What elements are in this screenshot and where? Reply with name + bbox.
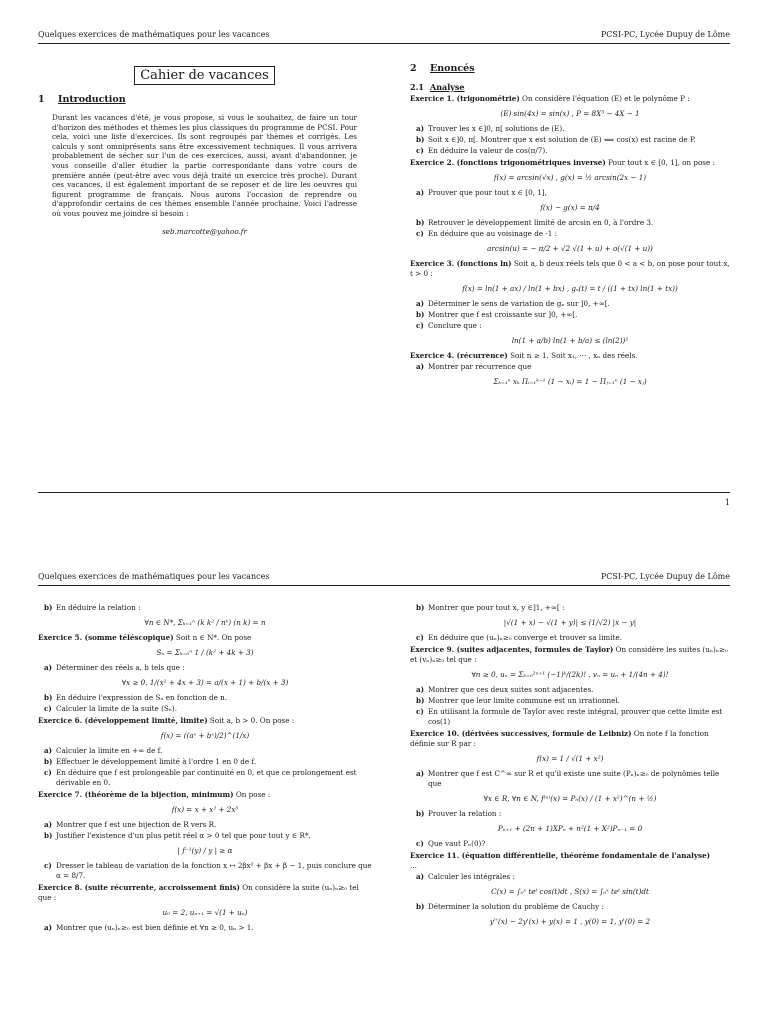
formula: f(x) = arcsin(√x) , g(x) = ½ arcsin(2x − 1) (493, 173, 647, 182)
exercise-9 (410, 645, 730, 727)
exercise-text: On considère la suite (uₙ)ₙ≥₀ tel que : (38, 883, 359, 902)
question-c: c) En déduire que au voisinage de -1 : (416, 229, 558, 238)
exercise-title: Exercice 6. (développement limité, limite) (38, 716, 208, 725)
contact-email: seb.marcotte@yahoo.fr (162, 226, 247, 236)
exercise-text: Soit a, b deux réels tels que 0 < a < b, on pose pour tout x, t > 0 : (410, 259, 730, 278)
question-text: Soit x ∈]0, π[. Montrer que x est solution de (E) ⟺ cos(x) est racine de P. (428, 135, 696, 144)
question-a: a) Déterminer le sens de variation de gₓ sur ]0, +∞[. (416, 299, 610, 308)
question-c: c) En déduire la valeur de cos(π/7). (416, 146, 548, 155)
exercise-text: On note f la fonction définie sur R par : (410, 729, 709, 748)
page-2 (0, 562, 768, 1024)
exercise-text: On pose : (233, 790, 271, 799)
exercise-title: Exercice 2. (fonctions trigonométriques inverse) (410, 158, 606, 167)
question-text: Montrer que f est C^∞ sur R et qu'il existe une suite (Pₙ)ₙ≥₀ de polynômes telle que (428, 769, 720, 788)
question-text: Justifier l'existence d'un plus petit réel α > 0 tel que pour tout y ∈ R*, (56, 831, 311, 840)
question-a: a) Montrer que (uₙ)ₙ≥₀ est bien définie et ∀n ≥ 0, uₙ > 1. (44, 923, 254, 932)
question-b: b) Effectuer le développement limité à l'ordre 1 en 0 de f. (44, 757, 257, 766)
exercise-title: Exercice 11. (équation différentielle, théorème fondamentale de l'analyse) (410, 851, 711, 860)
subsection-number: 2.1 (410, 82, 424, 92)
page2-left-column (38, 602, 372, 934)
question-text: Montrer que ces deux suites sont adjacentes. (428, 685, 594, 694)
header-rule (38, 585, 730, 586)
question-text: Calculer la limite en +∞ de f. (56, 746, 163, 755)
question-text: Prouver la relation : (428, 809, 502, 818)
question-text: Déterminer le sens de variation de gₓ sur ]0, +∞[. (428, 299, 610, 308)
question-text: Calculer la limite de la suite (Sₙ). (56, 704, 177, 713)
formula: f(x) = x + x² + 2x³ (171, 805, 239, 814)
exercise-title: Exercice 7. (théorème de la bijection, minimum) (38, 790, 234, 799)
formula: Σₖ₌₁ⁿ xₖ Πᵢ₌₁ᵏ⁻¹ (1 − xᵢ) = 1 − Πⱼ₌₁ⁿ (1 − xⱼ) (493, 377, 647, 386)
question-text: Dresser le tableau de variation de la fonction x ↦ 2βx² + βx + β − 1, puis conclure que α = 8/7. (56, 861, 372, 880)
exercise-text: Soit n ∈ N*. On pose (173, 633, 252, 642)
question-c: c) Que vaut Pₙ(0)? (416, 839, 486, 848)
exercise-5 (38, 633, 372, 714)
question-a: a) Trouver les x ∈]0, π[ solutions de (E). (416, 124, 565, 133)
question-text: Montrer par récurrence que (428, 362, 532, 371)
question-c: c) Calculer la limite de la suite (Sₙ). (44, 704, 177, 713)
question-b: b) Justifier l'existence d'un plus petit réel α > 0 tel que pour tout y ∈ R*, (44, 831, 311, 840)
section-enonces-heading (410, 64, 730, 74)
running-header (38, 572, 730, 584)
exercise-3 (410, 259, 730, 346)
running-header (38, 30, 730, 42)
formula: f(x) − g(x) = π/4 (540, 203, 600, 212)
question-text: Effectuer le développement limité à l'ordre 1 en 0 de f. (56, 757, 257, 766)
question-text: En déduire la relation : (56, 603, 141, 612)
formula: y''(x) − 2y'(x) + y(x) = 1 , y(0) = 1, y'(0) = 2 (489, 917, 651, 926)
question-a: a) Montrer que f est C^∞ sur R et qu'il existe une suite (Pₙ)ₙ≥₀ de polynômes telle que (416, 769, 720, 788)
question-a: a) Déterminer des réels a, b tels que : (44, 663, 185, 672)
question-c: c) Conclure que : (416, 321, 482, 330)
question-text: Montrer que pour tout x, y ∈]1, +∞[ : (428, 603, 565, 612)
formula: (E) sin(4x) = sin(x) , P = 8X³ − 4X − 1 (500, 109, 640, 118)
question-text: En déduire que f est prolongeable par continuité en 0, et que ce prolongement est dérivable en 0. (56, 768, 357, 787)
formula: Pₙ₊₁ + (2n + 1)XPₙ + n²(1 + X²)Pₙ₋₁ = 0 (497, 824, 643, 833)
section-number: 2 (410, 63, 417, 74)
subsection-analyse-heading (410, 82, 730, 92)
question-text: Montrer que f est croissante sur ]0, +∞[. (428, 310, 578, 319)
exercise-title: Exercice 9. (suites adjacentes, formules de Taylor) (410, 645, 614, 654)
question-b: b) Prouver la relation : (416, 809, 502, 818)
formula: f(x) = ((aˣ + bˣ)/2)^(1/x) (160, 731, 250, 740)
header-left: Quelques exercices de mathématiques pour les vacances (38, 30, 270, 39)
page2-right-column (410, 602, 730, 932)
formula: Sₙ = Σₖ₌₀ⁿ 1 / (k² + 4k + 3) (156, 648, 254, 657)
question-a: a) Montrer que f est une bijection de R vers R. (44, 820, 217, 829)
question-c: c) En déduire que (uₙ)ₙ≥₀ converge et trouver sa limite. (416, 633, 622, 642)
question-b: b) En déduire l'expression de Sₙ en fonction de n. (44, 693, 228, 702)
question-text: Calculer les intégrales : (428, 872, 515, 881)
subsection-title: Analyse (430, 82, 465, 92)
question-b: b) Montrer que pour tout x, y ∈]1, +∞[ : (416, 603, 565, 612)
question-a: a) Prouver que pour tout x ∈ [0, 1], (416, 188, 547, 197)
exercise-title: Exercice 3. (fonctions ln) (410, 259, 512, 268)
header-rule (38, 43, 730, 44)
question-text: Retrouver le développement limité de arcsin en 0, à l'ordre 3. (428, 218, 654, 227)
exercise-text: ... (410, 861, 417, 870)
exercise-text: Pour tout x ∈ [0, 1], on pose : (605, 158, 715, 167)
section-introduction-heading (38, 95, 371, 105)
page1-left-column (38, 62, 371, 237)
formula: f(x) = 1 / √(1 + x²) (536, 754, 604, 763)
formula: u₀ = 2, uₙ₊₁ = √(1 + uₙ) (162, 908, 248, 917)
question-a: a) Calculer la limite en +∞ de f. (44, 746, 163, 755)
exercise-1 (410, 94, 730, 156)
exercise-8 (38, 883, 372, 933)
question-text: En déduire que (uₙ)ₙ≥₀ converge et trouver sa limite. (428, 633, 622, 642)
exercise-6 (38, 716, 372, 788)
section-title: Introduction (58, 94, 126, 105)
exercise-2 (410, 158, 730, 254)
question-a: a) Montrer que ces deux suites sont adjacentes. (416, 685, 594, 694)
formula: ln(1 + a/b) ln(1 + b/a) ≤ (ln(2))² (511, 336, 629, 345)
section-title: Enoncés (430, 63, 475, 74)
header-left: Quelques exercices de mathématiques pour les vacances (38, 572, 270, 581)
exercise-text: On considère les suites (uₙ)ₙ≥₀ et (vₙ)ₙ≥₀ tel que : (410, 645, 728, 664)
question-text: Montrer que f est une bijection de R vers R. (56, 820, 217, 829)
document-title: Cahier de vacances (134, 66, 275, 85)
page-number: 1 (724, 498, 730, 507)
page1-right-column (410, 62, 730, 392)
question-text: Montrer que leur limite commune est un irrationnel. (428, 696, 620, 705)
question-b: b) Déterminer la solution du problème de Cauchy : (416, 902, 604, 911)
formula: ∀x ≥ 0, 1/(x² + 4x + 3) = a/(x + 1) + b/(x + 3) (121, 678, 289, 687)
formula: C(x) = ∫₀ˣ teᵗ cos(t)dt , S(x) = ∫₀ˣ teᵗ sin(t)dt (491, 887, 649, 896)
question-text: Que vaut Pₙ(0)? (428, 839, 486, 848)
exercise-10 (410, 729, 730, 849)
question-text: En déduire que au voisinage de -1 : (428, 229, 558, 238)
question-b: b) Soit x ∈]0, π[. Montrer que x est solution de (E) ⟺ cos(x) est racine de P. (416, 135, 696, 144)
question-b: b) Montrer que leur limite commune est un irrationnel. (416, 696, 620, 705)
question-c: c) En utilisant la formule de Taylor avec reste intégral, prouver que cette limite est cos(1) (416, 707, 723, 726)
question-text: Trouver les x ∈]0, π[ solutions de (E). (428, 124, 565, 133)
question-text: Déterminer la solution du problème de Cauchy : (428, 902, 604, 911)
question-a: a) Calculer les intégrales : (416, 872, 515, 881)
formula: ∀n ≥ 0, uₙ = Σₖ₌₀²ⁿ⁺¹ (−1)ᵏ/(2k)! , vₙ = uₙ + 1/(4n + 4)! (471, 670, 669, 679)
footer-rule (38, 492, 730, 493)
formula: ∀x ∈ R, ∀n ∈ N, f⁽ⁿ⁾(x) = Pₙ(x) / (1 + x²)^(n + ½) (483, 794, 657, 803)
question-text: En déduire la valeur de cos(π/7). (428, 146, 548, 155)
exercise-title: Exercice 1. (trigonométrie) (410, 94, 520, 103)
exercise-text: Soit a, b > 0. On pose : (207, 716, 295, 725)
question-b: b) Montrer que f est croissante sur ]0, +∞[. (416, 310, 578, 319)
exercise-title: Exercice 10. (dérivées successives, formule de Leibniz) (410, 729, 632, 738)
question-text: Prouver que pour tout x ∈ [0, 1], (428, 188, 547, 197)
exercise-7 (38, 790, 372, 881)
formula: ∀n ∈ N*, Σₖ₌₁ⁿ (k k² / nᵏ) (n k) = n (144, 618, 266, 627)
exercise-4 (410, 351, 730, 387)
question-a: a) Montrer par récurrence que (416, 362, 532, 371)
formula: |√(1 + x) − √(1 + y)| ≤ (1/√2) |x − y| (503, 618, 637, 627)
formula: | f⁻¹(y) / y | ≥ α (177, 846, 233, 855)
formula: arcsin(u) = − π/2 + √2 √(1 + u) + o(√(1 + u)) (487, 244, 653, 253)
question-text: En déduire l'expression de Sₙ en fonction de n. (56, 693, 228, 702)
question-b: b) En déduire la relation : (44, 603, 141, 612)
question-b: b) Retrouver le développement limité de arcsin en 0, à l'ordre 3. (416, 218, 654, 227)
question-text: En utilisant la formule de Taylor avec reste intégral, prouver que cette limite est cos(1) (428, 707, 723, 726)
header-right: PCSI-PC, Lycée Dupuy de Lôme (600, 572, 730, 581)
question-text: Montrer que (uₙ)ₙ≥₀ est bien définie et ∀n ≥ 0, uₙ > 1. (56, 923, 254, 932)
exercise-11 (410, 851, 730, 927)
section-number: 1 (38, 94, 45, 105)
introduction-paragraph: Durant les vacances d'été, je vous propose, si vous le souhaitez, de faire un tour d'horizon des méthodes et thèmes les plus classiques du programme de PCSI. Pour cela, voici une liste d'exercices. Ils sont regroupés par thèmes et corrigés. Les calculs y sont omniprésents sans être excessivement techniques. Il vous arrivera probablement de sécher sur l'un de ces exercices, aussi, avant d'abandonner, je vous conseille d'aller étudier la partie correspondante dans votre cours de première année (peut-être avec vous déjà traité un exercice très proche). Durant ces vacances, il est également important de se reposer et de lire les oeuvres qui figurent programme de français. Nous aurons l'occasion de reprendre ou d'approfondir certains de ces thèmes ensemble l'année prochaine. Voici l'adresse où vous pouvez me joindre si besoin : (52, 113, 357, 218)
exercise-title: Exercice 4. (récurrence) (410, 351, 508, 360)
question-text: Déterminer des réels a, b tels que : (56, 663, 185, 672)
exercise-text: Soit n ≥ 1. Soit x₁, ··· , xₙ des réels. (507, 351, 638, 360)
exercise-title: Exercice 8. (suite récurrente, accroissement finis) (38, 883, 240, 892)
header-right: PCSI-PC, Lycée Dupuy de Lôme (600, 30, 730, 39)
question-c: c) Dresser le tableau de variation de la fonction x ↦ 2βx² + βx + β − 1, puis conclure que α = 8/7. (44, 861, 372, 880)
exercise-title: Exercice 5. (somme téléscopique) (38, 633, 174, 642)
formula: f(x) = ln(1 + ax) / ln(1 + bx) , gₓ(t) = t / ((1 + tx) ln(1 + tx)) (462, 284, 678, 293)
question-c: c) En déduire que f est prolongeable par continuité en 0, et que ce prolongement est dérivable en 0. (44, 768, 357, 787)
exercise-text: On considère l'équation (E) et le polynôme P : (519, 94, 690, 103)
question-text: Conclure que : (428, 321, 482, 330)
